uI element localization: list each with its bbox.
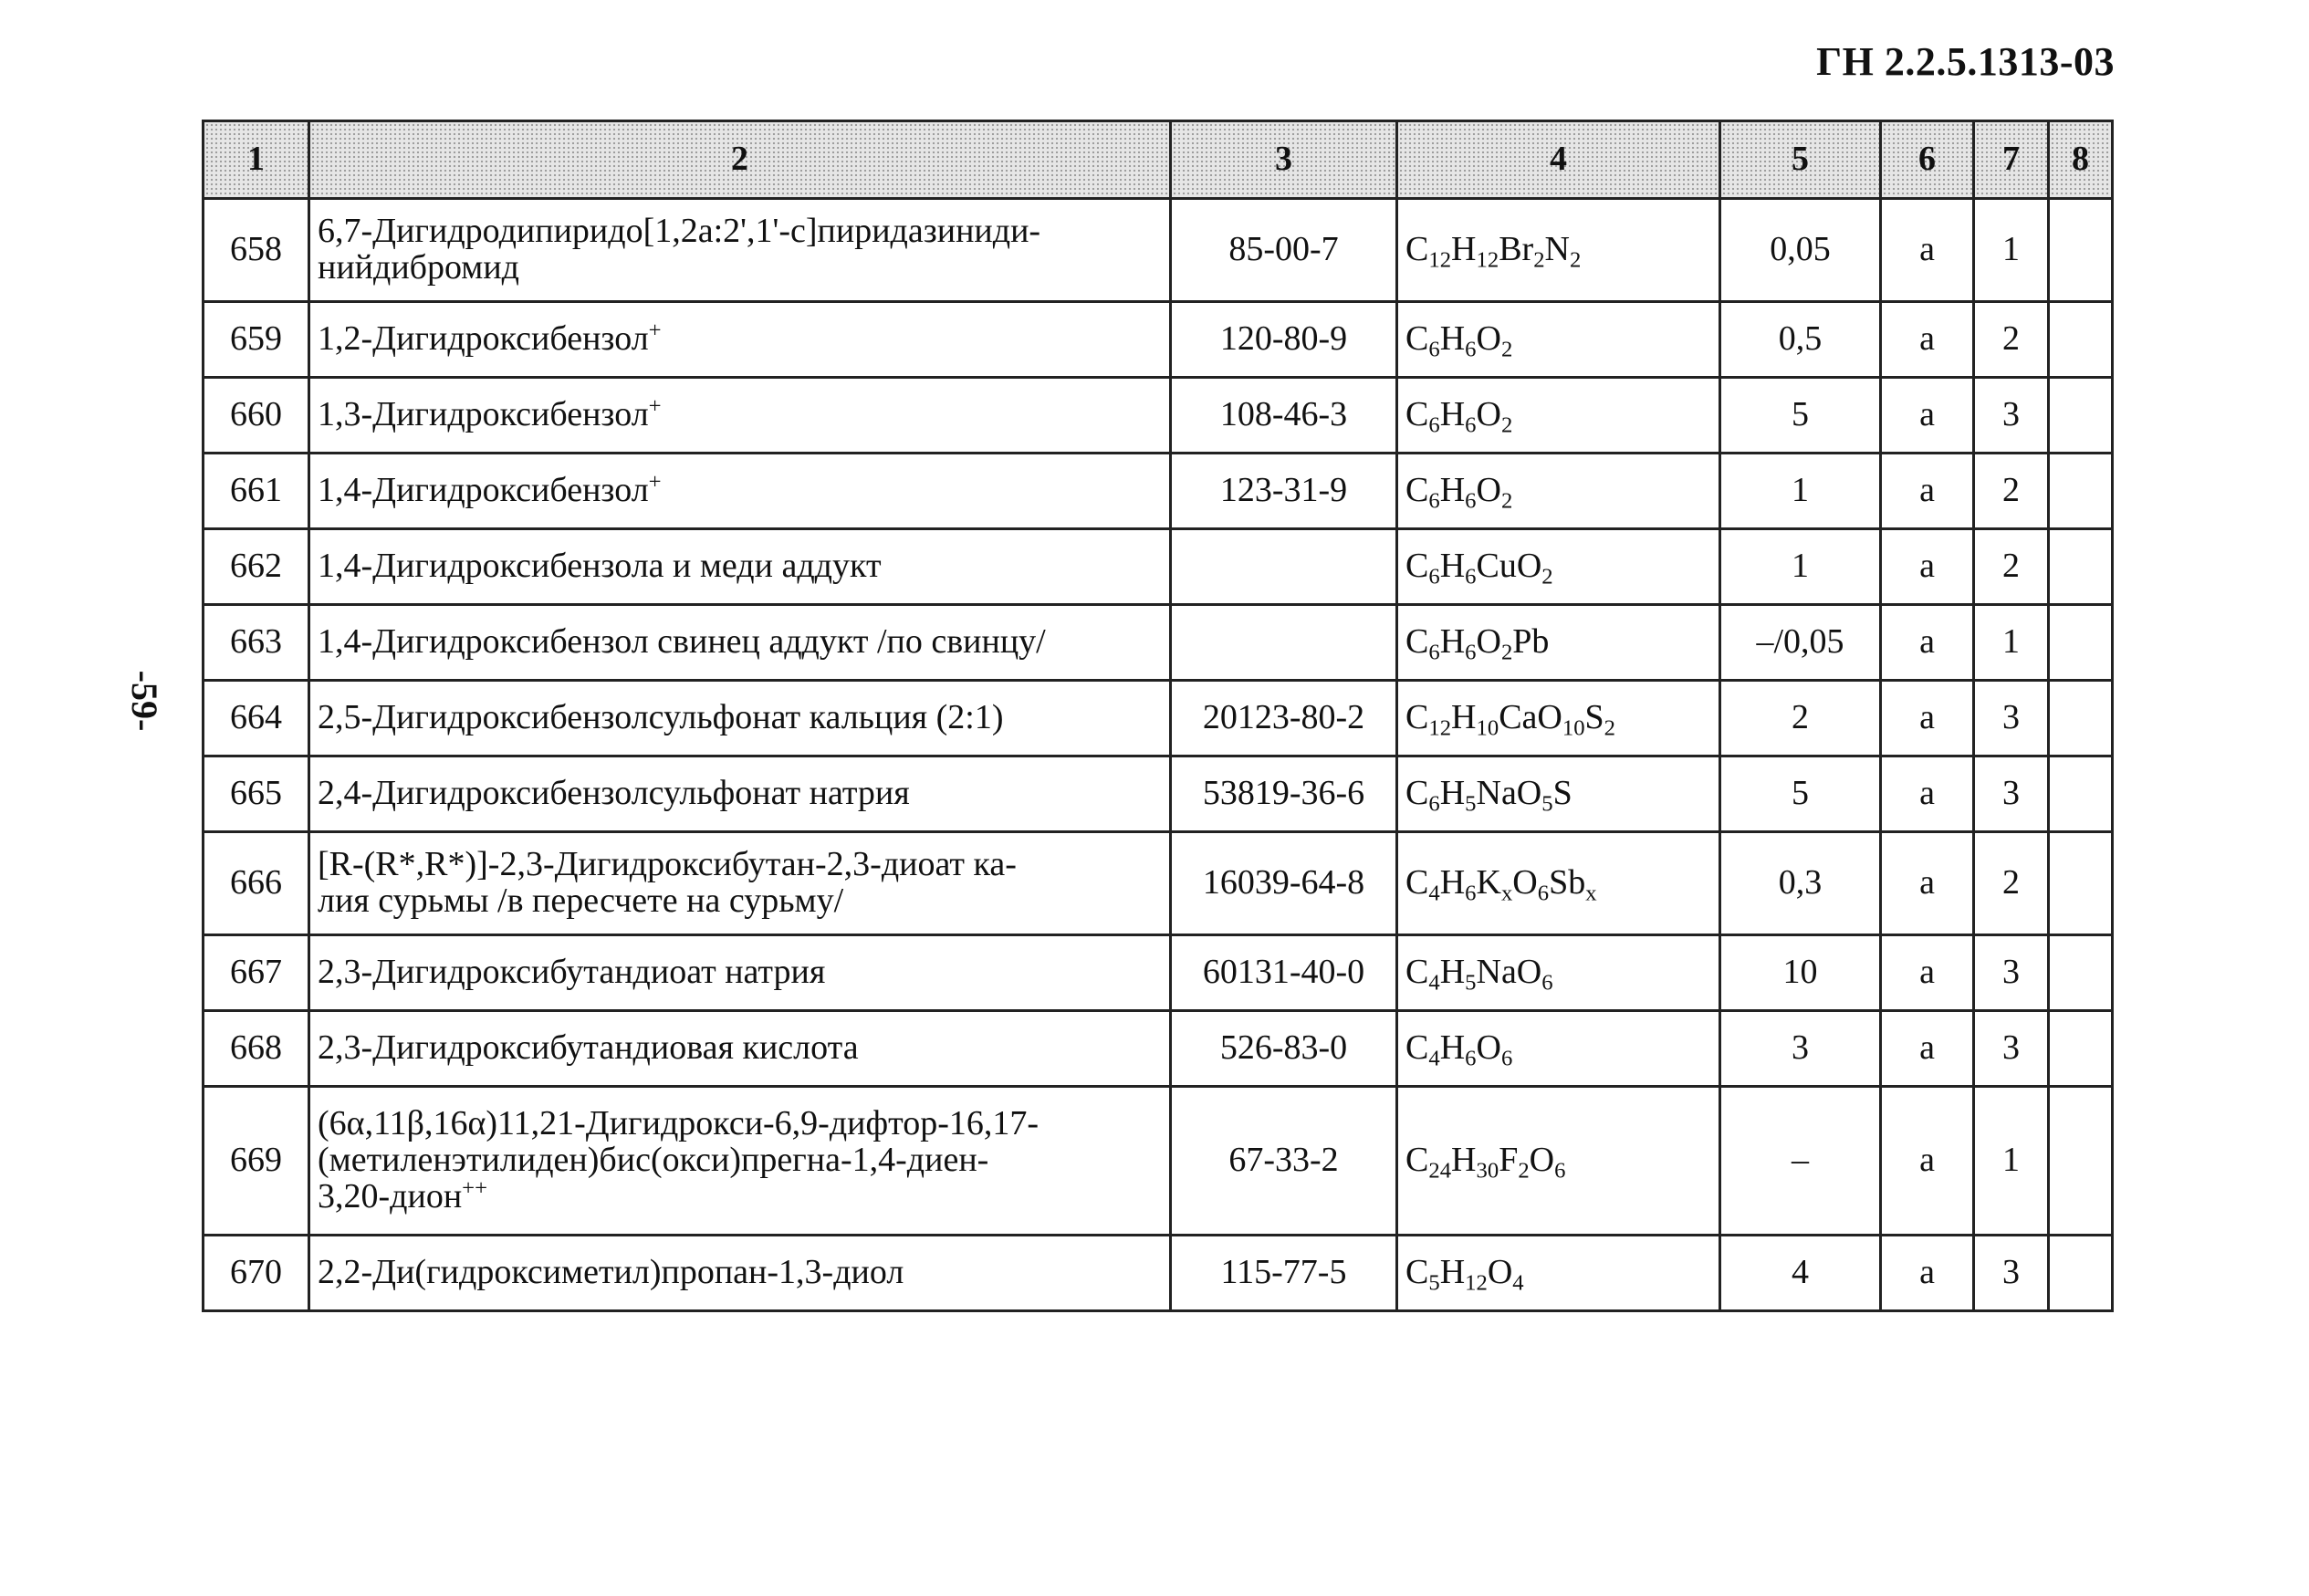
note-cell — [2049, 605, 2113, 681]
note-cell — [2049, 935, 2113, 1011]
hazard-class: 1 — [1974, 199, 2049, 302]
hazard-class: 3 — [1974, 1236, 2049, 1311]
note-cell — [2049, 1087, 2113, 1236]
aggregate-state: а — [1881, 832, 1974, 935]
chemical-formula: $C_6H_5NaO_5S$ — [1397, 756, 1720, 832]
row-number: 658 — [204, 199, 309, 302]
cas-number — [1171, 605, 1397, 681]
hazard-class: 1 — [1974, 1087, 2049, 1236]
cas-number: 108-46-3 — [1171, 378, 1397, 454]
chemical-formula: $C_{24}H_{30}F_2O_6$ — [1397, 1087, 1720, 1236]
chemical-formula: $C_{12}H_{10}CaO_{10}S_2$ — [1397, 681, 1720, 756]
limit-value: 2 — [1720, 681, 1881, 756]
chemical-formula: $C_4H_6K_xO_6Sb_x$ — [1397, 832, 1720, 935]
table-row — [204, 681, 2113, 756]
hazard-class: 3 — [1974, 378, 2049, 454]
row-number: 667 — [204, 935, 309, 1011]
table-row — [204, 454, 2113, 529]
chemical-formula: $C_6H_6CuO_2$ — [1397, 529, 1720, 605]
row-number: 665 — [204, 756, 309, 832]
table-row — [204, 529, 2113, 605]
aggregate-state: а — [1881, 1011, 1974, 1087]
chemical-formula: $C_6H_6O_2$ — [1397, 378, 1720, 454]
limit-value: 0,5 — [1720, 302, 1881, 378]
table-row — [204, 1011, 2113, 1087]
row-number: 670 — [204, 1236, 309, 1311]
table-row — [204, 832, 2113, 935]
column-header-5: 5 — [1720, 121, 1881, 199]
note-cell — [2049, 529, 2113, 605]
table-row — [204, 302, 2113, 378]
chemical-formula: $C_6H_6O_2$ — [1397, 454, 1720, 529]
hazard-class: 1 — [1974, 605, 2049, 681]
hazard-class: 3 — [1974, 935, 2049, 1011]
row-number: 664 — [204, 681, 309, 756]
page-number: -59- — [124, 670, 165, 732]
table-row — [204, 378, 2113, 454]
aggregate-state: а — [1881, 605, 1974, 681]
aggregate-state: а — [1881, 529, 1974, 605]
limit-value: –/0,05 — [1720, 605, 1881, 681]
column-header-6: 6 — [1881, 121, 1974, 199]
note-cell — [2049, 454, 2113, 529]
limit-value: 0,05 — [1720, 199, 1881, 302]
limit-value: 1 — [1720, 454, 1881, 529]
substance-name: 1,4-Дигидроксибензол свинец аддукт /по свинцу/ — [309, 605, 1171, 681]
column-header-4: 4 — [1397, 121, 1720, 199]
substance-name: 1,4-Дигидроксибензол+ — [309, 454, 1171, 529]
limit-value: 5 — [1720, 378, 1881, 454]
hazard-class: 2 — [1974, 529, 2049, 605]
row-number: 662 — [204, 529, 309, 605]
hazard-class: 2 — [1974, 302, 2049, 378]
limit-value: 4 — [1720, 1236, 1881, 1311]
substance-name: 2,4-Дигидроксибензолсульфонат натрия — [309, 756, 1171, 832]
row-number: 659 — [204, 302, 309, 378]
column-header-2: 2 — [309, 121, 1171, 199]
row-number: 668 — [204, 1011, 309, 1087]
aggregate-state: а — [1881, 1087, 1974, 1236]
column-header-7: 7 — [1974, 121, 2049, 199]
row-number: 661 — [204, 454, 309, 529]
limit-value: 10 — [1720, 935, 1881, 1011]
table-row — [204, 935, 2113, 1011]
note-cell — [2049, 1011, 2113, 1087]
cas-number — [1171, 529, 1397, 605]
aggregate-state: а — [1881, 756, 1974, 832]
row-number: 660 — [204, 378, 309, 454]
column-header-8: 8 — [2049, 121, 2113, 199]
table-row — [204, 1236, 2113, 1311]
aggregate-state: а — [1881, 378, 1974, 454]
chemical-formula: $C_6H_6O_2$ — [1397, 302, 1720, 378]
aggregate-state: а — [1881, 302, 1974, 378]
table-body — [204, 199, 2113, 1311]
hazard-class: 2 — [1974, 454, 2049, 529]
hazard-class: 2 — [1974, 832, 2049, 935]
note-cell — [2049, 302, 2113, 378]
limit-value: 5 — [1720, 756, 1881, 832]
aggregate-state: а — [1881, 935, 1974, 1011]
table-row — [204, 1087, 2113, 1236]
cas-number: 60131-40-0 — [1171, 935, 1397, 1011]
aggregate-state: а — [1881, 681, 1974, 756]
hazard-class: 3 — [1974, 681, 2049, 756]
substance-name: 1,3-Дигидроксибензол+ — [309, 378, 1171, 454]
substance-name: 2,3-Дигидроксибутандиовая кислота — [309, 1011, 1171, 1087]
substance-name: [R-(R*,R*)]-2,3-Дигидроксибутан-2,3-диоат ка- лия сурьмы /в пересчете на сурьму/ — [309, 832, 1171, 935]
note-cell — [2049, 832, 2113, 935]
note-cell — [2049, 756, 2113, 832]
substance-name: 1,4-Дигидроксибензола и меди аддукт — [309, 529, 1171, 605]
table-row — [204, 199, 2113, 302]
note-cell — [2049, 681, 2113, 756]
cas-number: 53819-36-6 — [1171, 756, 1397, 832]
table-row — [204, 756, 2113, 832]
cas-number: 85-00-7 — [1171, 199, 1397, 302]
chemical-formula: $C_6H_6O_2Pb$ — [1397, 605, 1720, 681]
row-number: 666 — [204, 832, 309, 935]
hazard-class: 3 — [1974, 1011, 2049, 1087]
substance-name: 1,2-Дигидроксибензол+ — [309, 302, 1171, 378]
note-cell — [2049, 199, 2113, 302]
note-cell — [2049, 1236, 2113, 1311]
substance-name: 2,3-Дигидроксибутандиоат натрия — [309, 935, 1171, 1011]
limit-value: – — [1720, 1087, 1881, 1236]
substance-name: 2,2-Ди(гидроксиметил)пропан-1,3-диол — [309, 1236, 1171, 1311]
cas-number: 115-77-5 — [1171, 1236, 1397, 1311]
chemical-formula: $C_5H_{12}O_4$ — [1397, 1236, 1720, 1311]
cas-number: 120-80-9 — [1171, 302, 1397, 378]
column-header-3: 3 — [1171, 121, 1397, 199]
aggregate-state: а — [1881, 454, 1974, 529]
hazard-class: 3 — [1974, 756, 2049, 832]
substance-name: 2,5-Дигидроксибензолсульфонат кальция (2:1) — [309, 681, 1171, 756]
limit-value: 0,3 — [1720, 832, 1881, 935]
cas-number: 123-31-9 — [1171, 454, 1397, 529]
aggregate-state: а — [1881, 199, 1974, 302]
cas-number: 526-83-0 — [1171, 1011, 1397, 1087]
chemical-formula: $C_{12}H_{12}Br_2N_2$ — [1397, 199, 1720, 302]
substance-name: 6,7-Дигидродипиридо[1,2a:2',1'-c]пиридазиниди- нийдибромид — [309, 199, 1171, 302]
row-number: 669 — [204, 1087, 309, 1236]
chemical-formula: $C_4H_5NaO_6$ — [1397, 935, 1720, 1011]
table-header-row — [204, 121, 2113, 199]
substance-name: (6α,11β,16α)11,21-Дигидрокси-6,9-дифтор-16,17- (метиленэтилиден)бис(окси)прегна-1,4-диен- 3,20-дион++ — [309, 1087, 1171, 1236]
cas-number: 20123-80-2 — [1171, 681, 1397, 756]
table-row — [204, 605, 2113, 681]
aggregate-state: а — [1881, 1236, 1974, 1311]
limit-value: 1 — [1720, 529, 1881, 605]
note-cell — [2049, 378, 2113, 454]
substances-table — [202, 120, 2114, 1312]
chemical-formula: $C_4H_6O_6$ — [1397, 1011, 1720, 1087]
limit-value: 3 — [1720, 1011, 1881, 1087]
cas-number: 16039-64-8 — [1171, 832, 1397, 935]
row-number: 663 — [204, 605, 309, 681]
cas-number: 67-33-2 — [1171, 1087, 1397, 1236]
document-code: ГН 2.2.5.1313-03 — [1816, 39, 2115, 84]
column-header-1: 1 — [204, 121, 309, 199]
